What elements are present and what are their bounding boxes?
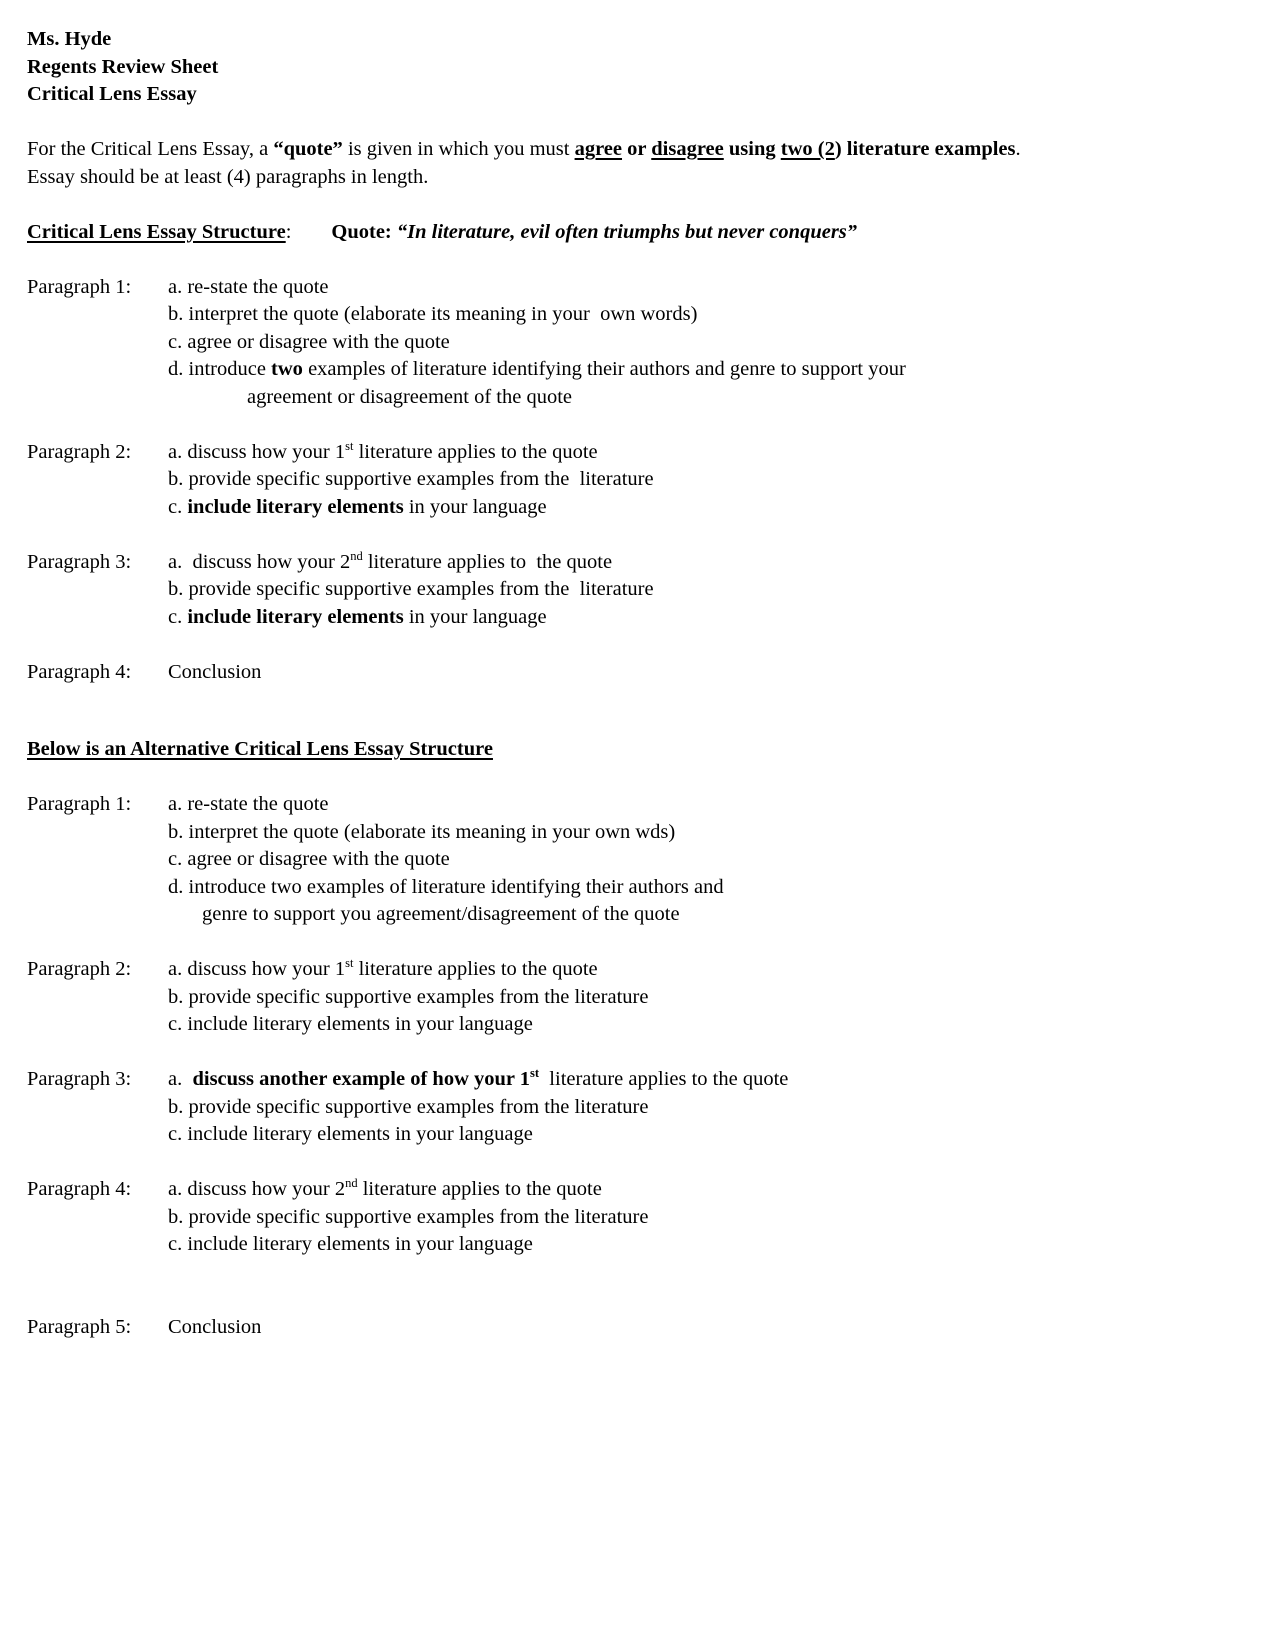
intro-paragraph — [27, 136, 1263, 191]
text-run: Essay should be at least (4) paragraphs in length. — [27, 165, 429, 188]
text-line — [168, 494, 1263, 522]
text-line — [27, 136, 1263, 164]
paragraph-label: Paragraph 3: — [27, 1068, 132, 1090]
text-line — [168, 466, 1263, 494]
text-run: b. provide specific supportive examples from the literature — [168, 578, 654, 600]
text-run: a. re-state the quote — [168, 793, 329, 815]
text-run: Ms. Hyde — [27, 28, 112, 50]
text-run: c. include literary elements in your language — [168, 1013, 533, 1035]
text-line — [168, 301, 1263, 329]
text-run: c. — [168, 495, 188, 518]
paragraph-label: Paragraph 4: — [27, 1178, 132, 1200]
text-run: nd — [345, 1176, 358, 1191]
paragraph-content — [168, 791, 1263, 929]
text-run: include literary elements — [187, 605, 404, 628]
text-run: b. provide specific supportive examples from the literature — [168, 468, 654, 490]
text-line — [168, 984, 1263, 1012]
text-run: st — [345, 438, 354, 453]
text-run: d. introduce two examples of literature identifying their authors and — [168, 875, 724, 898]
text-line — [168, 1121, 1263, 1149]
text-run: agreement or disagreement of the quote — [247, 385, 573, 408]
text-run: include literary elements — [187, 495, 404, 518]
text-run: b. provide specific supportive examples from the literature — [168, 985, 649, 1008]
text-line — [168, 659, 1263, 687]
text-run: a. — [168, 1068, 193, 1090]
structure-heading-line — [27, 219, 1263, 247]
text-run: b. provide specific supportive examples from the literature — [168, 1205, 649, 1228]
text-run: in your language — [403, 605, 547, 628]
paragraph-content — [168, 659, 1263, 687]
paragraph-block — [27, 1176, 1263, 1259]
text-run: st — [530, 1066, 540, 1081]
text-run: literature applies to the quote — [362, 550, 613, 573]
text-run: b. interpret the quote (elaborate its meaning in your own wds) — [168, 820, 676, 843]
paragraph-content — [168, 549, 1263, 632]
paragraph-content — [168, 274, 1263, 412]
paragraph-label: Paragraph 3: — [27, 550, 132, 573]
paragraph-label: Paragraph 2: — [27, 958, 132, 980]
text-run: agree — [574, 138, 623, 160]
text-run: Below is an Alternative Critical Lens Essay Structure — [27, 738, 493, 760]
structure-2-blocks — [27, 791, 1263, 1341]
text-line — [168, 846, 1263, 874]
text-line — [168, 1314, 1263, 1342]
text-line — [168, 874, 1263, 902]
text-run: a. discuss how your 2 — [168, 550, 351, 573]
text-line — [27, 26, 1263, 54]
paragraph-content — [168, 1314, 1263, 1342]
text-line — [168, 604, 1263, 632]
text-run: c. include literary elements in your language — [168, 1233, 533, 1255]
text-run: is given in which you must — [342, 138, 575, 160]
text-line — [27, 164, 1263, 192]
text-run: Regents Review Sheet — [27, 55, 219, 78]
text-line — [168, 549, 1263, 577]
paragraph-content — [168, 956, 1263, 1039]
text-run: examples of literature identifying their authors and genre to support your — [302, 358, 906, 380]
text-line — [27, 736, 1263, 764]
text-run: d. introduce — [168, 358, 272, 380]
text-run: “In literature, evil often triumphs but never conquers” — [396, 220, 858, 243]
paragraph-label: Paragraph 2: — [27, 440, 132, 463]
paragraph-block — [27, 659, 1263, 687]
text-run: Critical Lens Essay — [27, 83, 197, 105]
text-run: or — [622, 138, 652, 160]
text-run: two (2 — [780, 138, 835, 160]
paragraph-label: Paragraph 1: — [27, 793, 132, 815]
text-run: a. re-state the quote — [168, 275, 329, 298]
text-run: two — [271, 358, 303, 380]
text-run: a. discuss how your 2 — [168, 1178, 346, 1200]
text-run: Critical Lens Essay Structure — [27, 220, 286, 243]
paragraph-content — [168, 1176, 1263, 1259]
paragraph-label: Paragraph 1: — [27, 275, 132, 298]
paragraph-block — [27, 439, 1263, 522]
paragraph-content — [168, 1066, 1263, 1149]
text-run: a. discuss how your 1 — [168, 440, 346, 463]
paragraph-label: Paragraph 4: — [27, 660, 132, 683]
text-run: nd — [350, 548, 363, 563]
text-line — [168, 384, 1263, 412]
paragraph-content — [168, 439, 1263, 522]
paragraph-label: Paragraph 5: — [27, 1315, 132, 1338]
text-line — [168, 1176, 1263, 1204]
text-line — [168, 1011, 1263, 1039]
text-line — [168, 576, 1263, 604]
text-run: literature applies to the quote — [353, 958, 598, 980]
paragraph-block — [27, 1314, 1263, 1342]
paragraph-block — [27, 549, 1263, 632]
alt-structure-heading — [27, 736, 1263, 764]
text-run: “quote” — [273, 138, 343, 160]
text-line — [168, 1094, 1263, 1122]
text-run: literature applies to the quote — [357, 1178, 602, 1200]
text-run: discuss another example of how your 1 — [192, 1068, 531, 1090]
text-run: Conclusion — [168, 1315, 262, 1338]
text-run: a. discuss how your 1 — [168, 958, 346, 980]
text-run: Conclusion — [168, 660, 262, 683]
text-run: c. — [168, 605, 188, 628]
text-line — [168, 329, 1263, 357]
text-line — [168, 956, 1263, 984]
text-line — [168, 901, 1263, 929]
text-line — [168, 1204, 1263, 1232]
text-line — [168, 439, 1263, 467]
text-run: b. provide specific supportive examples from the literature — [168, 1095, 649, 1118]
text-line — [168, 819, 1263, 847]
text-run: disagree — [651, 138, 724, 160]
text-line — [168, 1231, 1263, 1259]
structure-1-blocks — [27, 274, 1263, 687]
text-run: using — [723, 138, 781, 160]
text-run: b. interpret the quote (elaborate its meaning in your own words) — [168, 303, 698, 325]
text-run: literature applies to the quote — [539, 1068, 789, 1090]
paragraph-block — [27, 274, 1263, 412]
text-run: Quote: — [331, 220, 397, 243]
text-run: c. include literary elements in your language — [168, 1123, 533, 1145]
text-line — [27, 54, 1263, 82]
text-run: For the Critical Lens Essay, a — [27, 138, 274, 160]
text-run: genre to support you agreement/disagreement of the quote — [202, 903, 680, 925]
text-line — [168, 1066, 1263, 1094]
paragraph-block — [27, 791, 1263, 929]
document-header — [27, 26, 1263, 109]
text-run: : — [285, 220, 292, 243]
text-run: in your language — [403, 495, 547, 518]
paragraph-block — [27, 956, 1263, 1039]
text-line — [27, 81, 1263, 109]
text-run: st — [345, 956, 354, 971]
text-line — [27, 219, 1263, 247]
text-run: . — [1015, 138, 1021, 160]
text-run: c. agree or disagree with the quote — [168, 330, 450, 353]
paragraph-block — [27, 1066, 1263, 1149]
text-line — [168, 356, 1263, 384]
text-line — [168, 791, 1263, 819]
text-line — [168, 274, 1263, 302]
text-run: literature applies to the quote — [353, 440, 598, 463]
text-run: c. agree or disagree with the quote — [168, 848, 450, 870]
text-run: ) literature examples — [834, 138, 1016, 160]
